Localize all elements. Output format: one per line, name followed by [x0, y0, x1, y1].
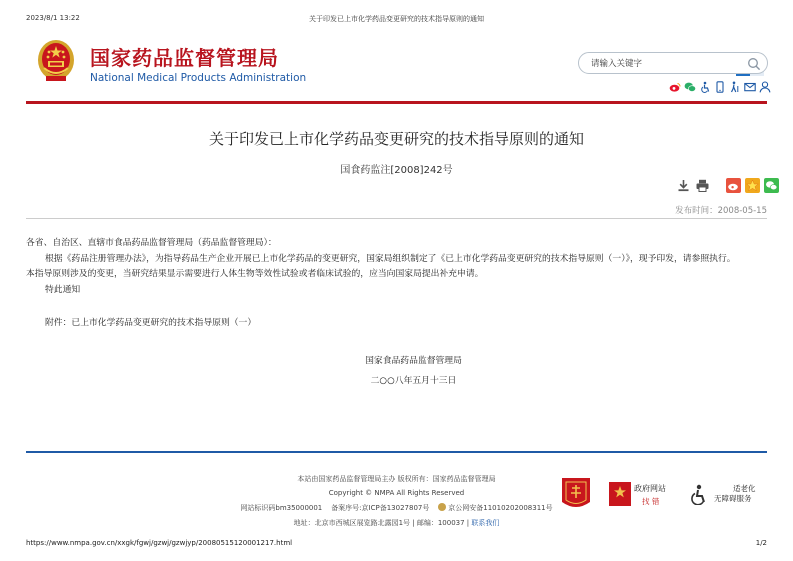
- gov-website-find: 找 错: [642, 497, 660, 506]
- elderly-friendly-badge[interactable]: [688, 480, 768, 508]
- police-badge-icon: [438, 503, 446, 511]
- article-body: [26, 236, 767, 389]
- wechat-icon[interactable]: [684, 78, 696, 90]
- share-wechat-icon[interactable]: [764, 178, 779, 193]
- salutation: 各省、自治区、直辖市食品药品监督管理局（药品监督管理局）：: [26, 238, 277, 248]
- paragraph-3: 特此通知: [45, 284, 81, 295]
- footer-icp-link[interactable]: 备案序号:京ICP备13027807号: [331, 504, 430, 512]
- user-icon[interactable]: [759, 78, 771, 90]
- article-title: 关于印发已上市化学药品变更研究的技术指导原则的通知: [208, 130, 584, 148]
- article-divider: [26, 218, 767, 219]
- contact-us-link[interactable]: 联系我们: [471, 519, 500, 527]
- document-number: 国食药监注[2008]242号: [340, 165, 453, 176]
- footer-sponsor: 本站由国家药品监督管理局主办 版权所有：国家药品监督管理局: [297, 475, 496, 483]
- mobile-icon[interactable]: [714, 78, 726, 90]
- footer-copyright: Copyright © NMPA All Rights Reserved: [328, 489, 465, 497]
- share-weibo-icon[interactable]: [726, 178, 741, 193]
- print-page-title: 关于印发已上市化学药品变更研究的技术指导原则的通知: [309, 15, 484, 23]
- search-icon[interactable]: [747, 56, 761, 70]
- footer-police-link[interactable]: 京公网安备11010202008311号: [448, 504, 553, 512]
- footer-address: 地址：北京市西城区展览路北露园1号 | 邮编：100037 |: [293, 519, 472, 527]
- signer: 国家食品药品监督管理局: [365, 355, 462, 366]
- toolbar-icons: [669, 78, 771, 90]
- elderly-friendly-label: 适老化: [733, 484, 756, 493]
- paragraph-2: 本指导原则涉及的变更，当研究结果显示需要进行人体生物等效性试验或者临床试验的，应当向国家局提出补充申请。: [26, 269, 484, 280]
- accessible-service-label: 无障碍服务: [714, 494, 752, 503]
- publish-date: [675, 204, 767, 216]
- publish-date-label: 发布时间：: [675, 206, 718, 216]
- site-name-cn[interactable]: 国家药品监督管理局: [90, 46, 279, 70]
- attachment-link[interactable]: 附件：已上市化学药品变更研究的技术指导原则（一）: [45, 318, 257, 329]
- gov-website-title: 政府网站: [634, 484, 666, 493]
- search-box: [578, 52, 768, 74]
- search-input[interactable]: [591, 56, 741, 71]
- share-toolbar: [676, 178, 779, 193]
- mail-icon[interactable]: [744, 78, 756, 90]
- publish-date-value: 2008-05-15: [717, 206, 767, 216]
- print-page-number: 1/2: [755, 539, 767, 547]
- header-divider: [26, 101, 767, 104]
- sign-date: 二○○八年五月十三日: [370, 375, 457, 386]
- national-emblem-icon[interactable]: [36, 38, 76, 84]
- weibo-icon[interactable]: [669, 78, 681, 90]
- print-icon[interactable]: [695, 178, 710, 193]
- footer-divider: [26, 451, 767, 453]
- footer-address-line: [0, 518, 793, 528]
- paragraph-1: 根据《药品注册管理办法》，为指导药品生产企业开展已上市化学药品的变更研究，国家局组织制定了《已上市化学药品变更研究的技术指导原则（一）》，现予印发，请参照执行。: [45, 253, 736, 264]
- accessibility-icon[interactable]: [699, 78, 711, 90]
- share-spacer: [714, 178, 722, 193]
- print-timestamp: 2023/8/1 13:22: [26, 14, 80, 22]
- download-icon[interactable]: [676, 178, 691, 193]
- elderly-icon[interactable]: [729, 78, 741, 90]
- print-header: [0, 0, 793, 23]
- footer-site-id: 网站标识码bm35000001: [240, 504, 323, 512]
- find-error-badge[interactable]: [560, 476, 592, 512]
- share-qzone-icon[interactable]: [745, 178, 760, 193]
- gov-website-find-error-badge[interactable]: [608, 480, 678, 508]
- print-url: https://www.nmpa.gov.cn/xxgk/fgwj/gzwj/gzwjyp/20080515120001217.html: [26, 539, 293, 547]
- site-name-en[interactable]: National Medical Products Administration: [90, 72, 307, 84]
